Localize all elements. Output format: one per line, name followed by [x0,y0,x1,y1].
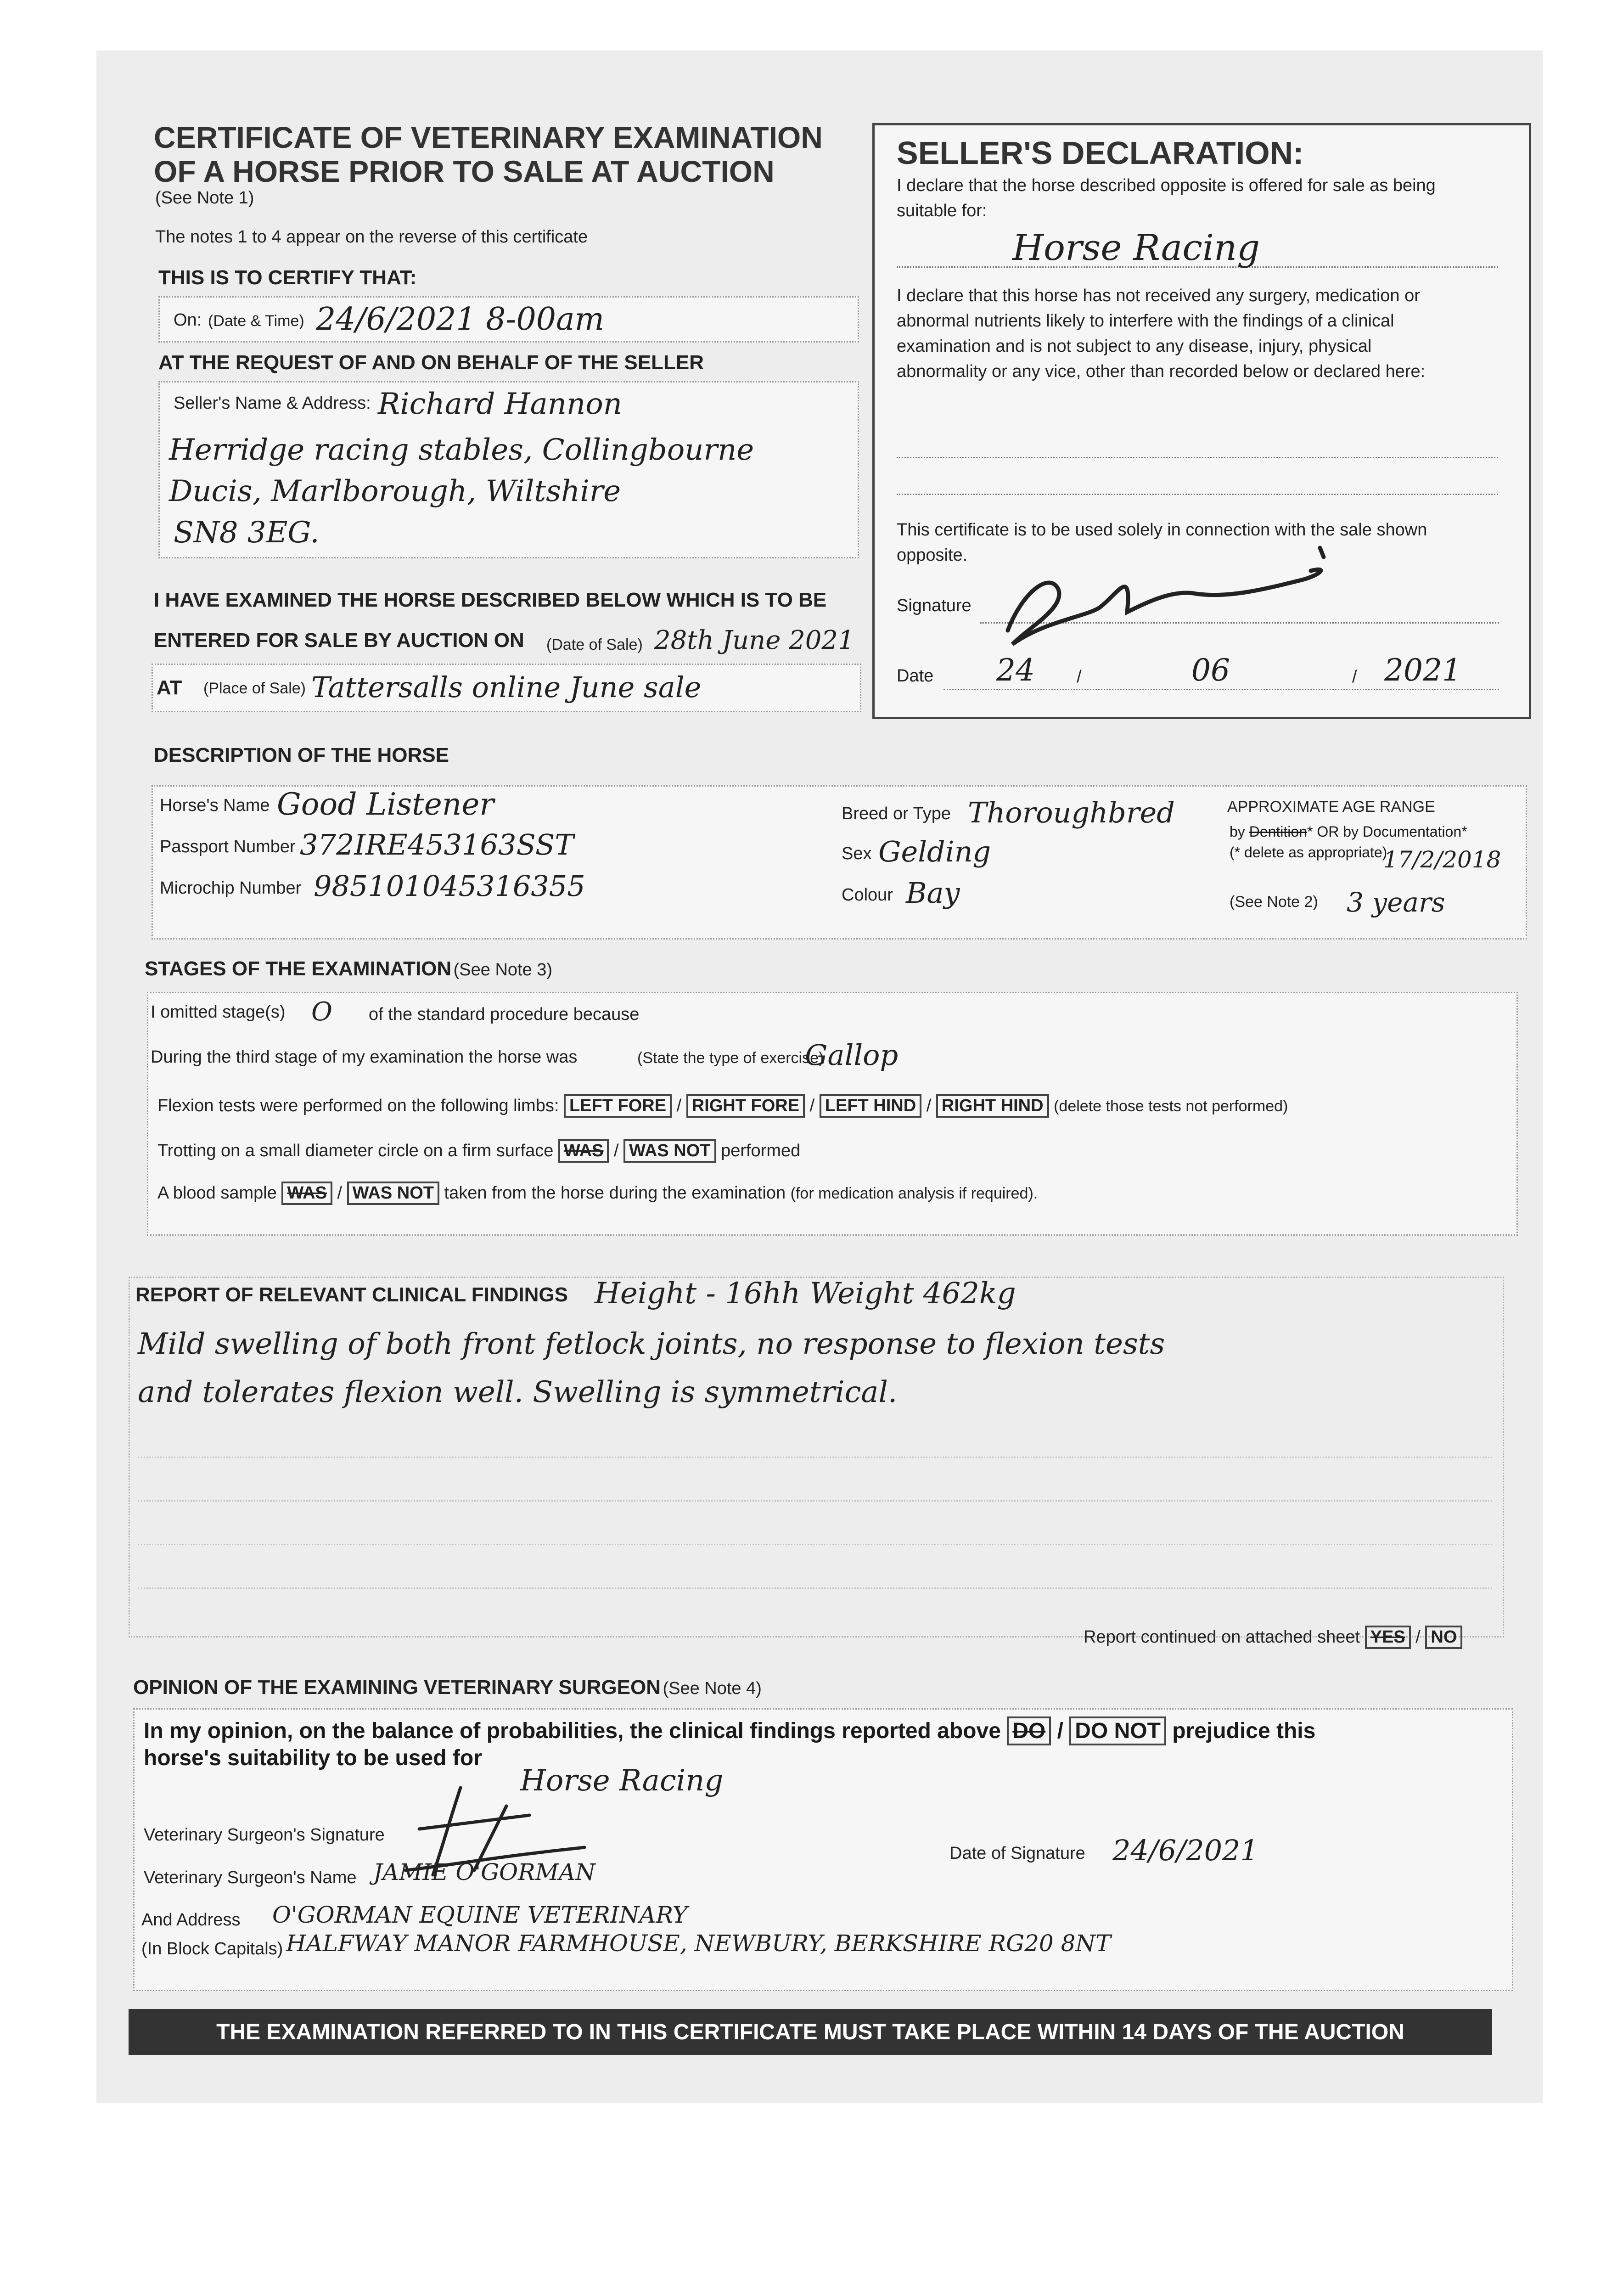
date-of-sale-value: 28th June 2021 [654,625,854,655]
colour-label: Colour [842,885,893,905]
trot-suffix: performed [721,1141,801,1160]
declare-line4: abnormality or any vice, other than recorded below or declared here: [897,362,1426,381]
seller-name-value: Richard Hannon [378,387,622,421]
report-continued-label: Report continued on attached sheet [1084,1627,1360,1647]
report-line3: and tolerates flexion well. Swelling is symmetrical. [138,1375,898,1409]
suitable-for-value: Horse Racing [1012,227,1260,269]
date-time-value: 24/6/2021 8-00am [316,301,605,338]
report-blank-line-2 [138,1499,1492,1502]
examined-heading-line1: I HAVE EXAMINED THE HORSE DESCRIBED BELOW WHICH IS TO BE [154,589,827,611]
breed-value: Thoroughbred [968,796,1175,829]
age-dob-value: 17/2/2018 [1383,846,1501,873]
report-continued-no: NO [1425,1626,1462,1649]
place-of-sale-label: (Place of Sale) [203,680,306,697]
limb-left-hind: LEFT HIND [820,1094,921,1118]
block-capitals-label: (In Block Capitals) [141,1939,283,1958]
description-heading: DESCRIPTION OF THE HORSE [154,744,449,766]
date-year: 2021 [1384,653,1461,688]
trot-row [157,1139,800,1163]
report-continued-separator: / [1415,1627,1421,1647]
use-line2: opposite. [897,546,968,565]
declare-line1: I declare that this horse has not received any surgery, medication or [897,286,1420,305]
examined-heading-line2: ENTERED FOR SALE BY AUCTION ON [154,629,524,652]
limb-right-hind: RIGHT HIND [936,1094,1049,1118]
declare-dotted-line-1 [897,456,1498,458]
stages-box [147,992,1518,1236]
see-note-1: (See Note 1) [155,188,254,208]
omitted-value: O [311,997,332,1027]
vet-name-value: JAMIE O'GORMAN [373,1859,595,1885]
on-label: On: [174,310,202,330]
date-month: 06 [1191,653,1230,688]
description-box [152,785,1527,940]
see-note-3: (See Note 3) [453,960,553,979]
horse-name-value: Good Listener [277,787,494,822]
flexion-row [157,1094,1288,1118]
opinion-statement-part2: prejudice this [1172,1719,1316,1743]
passport-value: 372IRE453163SST [300,828,574,861]
opinion-statement-part1: In my opinion, on the balance of probabilities, the clinical findings reported above [144,1719,1001,1743]
stages-heading-row [145,957,552,980]
see-note-4: (See Note 4) [663,1679,762,1698]
certificate-title-line1: CERTIFICATE OF VETERINARY EXAMINATION [154,120,823,154]
age-by: by [1230,823,1245,840]
opinion-separator: / [1057,1719,1063,1743]
date-time-box [158,296,859,343]
place-of-sale-box [152,664,861,712]
age-dentition-struck: Dentition [1249,823,1307,840]
seller-name-label: Seller's Name & Address: [174,394,371,413]
date-dotted-line [943,688,1499,690]
request-heading: AT THE REQUEST OF AND ON BEHALF OF THE SELLER [158,351,704,374]
opinion-heading-row [133,1676,762,1699]
date-of-signature-value: 24/6/2021 [1112,1834,1258,1867]
passport-label: Passport Number [160,837,296,856]
trot-was-struck: WAS [558,1139,609,1163]
footer-banner: THE EXAMINATION REFERRED TO IN THIS CERTIFICATE MUST TAKE PLACE WITHIN 14 DAYS OF THE AUCTION [129,2009,1492,2055]
limb-left-fore: LEFT FORE [564,1094,672,1118]
limb-right-fore: RIGHT FORE [686,1094,805,1118]
blood-was-not: WAS NOT [347,1182,439,1205]
omitted-label: I omitted stage(s) [151,1002,286,1022]
date-of-signature-label: Date of Signature [949,1844,1085,1863]
age-see-note-2: (See Note 2) [1230,893,1318,911]
declare-dotted-line-2 [897,493,1498,495]
limb-separator-2: / [809,1096,815,1115]
opinion-do-not: DO NOT [1069,1716,1166,1745]
vet-address-label: And Address [141,1910,241,1930]
date-time-label: (Date & Time) [208,312,304,330]
signature-label: Signature [897,596,972,615]
seller-address-line1: Herridge racing stables, Collingbourne [169,433,754,467]
trot-separator: / [614,1141,619,1160]
age-method-line [1230,823,1467,840]
limb-separator-3: / [926,1096,932,1115]
intro-line1: I declare that the horse described opposite is offered for sale as being [897,176,1436,195]
seller-declaration-box [872,123,1531,719]
place-of-sale-value: Tattersalls online June sale [311,670,702,704]
sex-value: Gelding [878,835,991,868]
blood-was-struck: WAS [281,1182,332,1205]
blood-row [157,1182,1038,1205]
opinion-do-struck: DO [1007,1716,1051,1745]
report-continued-yes-struck: YES [1365,1626,1411,1649]
vet-signature-label: Veterinary Surgeon's Signature [144,1825,385,1845]
trot-label: Trotting on a small diameter circle on a firm surface [157,1141,554,1160]
at-label: AT [157,676,182,699]
date-label: Date [897,666,934,686]
notes-reference: The notes 1 to 4 appear on the reverse of this certificate [155,227,588,247]
age-value: 3 years [1347,887,1445,918]
age-or-by-documentation: * OR by Documentation* [1307,823,1467,840]
seller-signature-scribble [980,539,1338,658]
date-separator-2: / [1352,667,1357,687]
microchip-label: Microchip Number [160,878,302,898]
blood-separator: / [337,1183,343,1203]
report-heading: REPORT OF RELEVANT CLINICAL FINDINGS [135,1283,568,1306]
flexion-label: Flexion tests were performed on the following limbs: [157,1096,559,1115]
opinion-box [133,1708,1513,1991]
opinion-use-value: Horse Racing [520,1764,724,1798]
vet-address-line1: O'GORMAN EQUINE VETERINARY [272,1902,688,1928]
opinion-heading: OPINION OF THE EXAMINING VETERINARY SURGEON [133,1676,661,1699]
report-line1: Height - 16hh Weight 462kg [595,1277,1016,1311]
opinion-statement-line2: horse's suitability to be used for [144,1746,482,1770]
seller-address-line3: SN8 3EG. [174,516,320,550]
date-of-sale-label: (Date of Sale) [546,636,643,653]
third-stage-hint: (State the type of exercise) [637,1049,824,1067]
vet-name-label: Veterinary Surgeon's Name [144,1868,357,1887]
certificate-title-line2: OF A HORSE PRIOR TO SALE AT AUCTION [154,154,775,188]
date-separator-1: / [1077,667,1082,687]
report-continued-row [1084,1626,1462,1649]
declare-line3: examination and is not subject to any disease, injury, physical [897,337,1372,356]
seller-address-line2: Ducis, Marlborough, Wiltshire [169,474,621,508]
horse-name-label: Horse's Name [160,796,270,815]
seller-declaration-heading: SELLER'S DECLARATION: [897,135,1304,171]
age-delete-note: (* delete as appropriate) [1230,844,1387,861]
intro-line2: suitable for: [897,201,987,220]
blood-suffix: taken from the horse during the examination [444,1183,786,1203]
seller-address-box [158,381,859,558]
omitted-suffix: of the standard procedure because [369,1005,640,1024]
trot-was-not: WAS NOT [623,1139,716,1163]
stages-heading: STAGES OF THE EXAMINATION [145,957,452,980]
report-blank-line-3 [138,1543,1492,1545]
third-stage-label: During the third stage of my examination the horse was [151,1047,578,1067]
flexion-note: (delete those tests not performed) [1054,1097,1288,1115]
opinion-statement-line1 [144,1716,1315,1745]
blood-note: (for medication analysis if required). [790,1185,1038,1202]
declare-line2: abnormal nutrients likely to interfere with the findings of a clinical [897,311,1394,331]
age-range-heading: APPROXIMATE AGE RANGE [1227,798,1435,816]
report-line2: Mild swelling of both front fetlock joints, no response to flexion tests [138,1327,1165,1361]
third-stage-value: Gallop [805,1038,899,1072]
limb-separator-1: / [676,1096,682,1115]
report-blank-line-1 [138,1456,1492,1458]
vet-address-line2: HALFWAY MANOR FARMHOUSE, NEWBURY, BERKSHIRE RG20 8NT [286,1930,1111,1957]
report-blank-line-4 [138,1587,1492,1589]
sex-label: Sex [842,844,872,863]
use-line1: This certificate is to be used solely in connection with the sale shown [897,520,1427,540]
colour-value: Bay [906,876,960,910]
blood-label: A blood sample [157,1183,277,1203]
date-day: 24 [996,653,1035,688]
microchip-value: 985101045316355 [314,869,585,903]
certify-heading: THIS IS TO CERTIFY THAT: [158,266,417,289]
breed-label: Breed or Type [842,804,951,823]
